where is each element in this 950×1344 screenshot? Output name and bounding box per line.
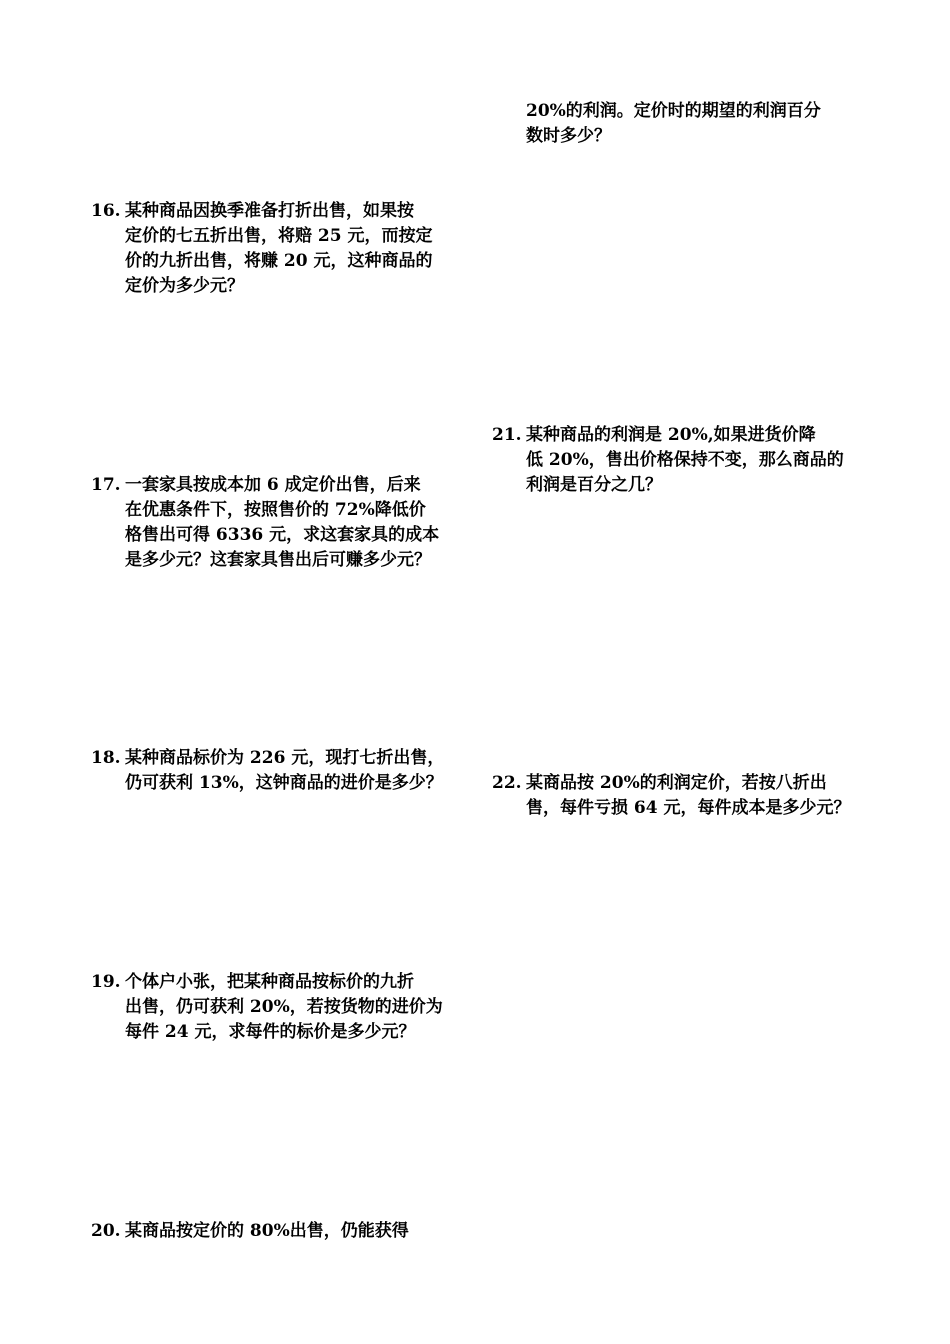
question-line: 每件 24 元，求每件的标价是多少元？: [125, 1022, 416, 1042]
question-text: [125, 1219, 409, 1244]
question-line: 定价的七五折出售，将赔 25 元，而按定: [125, 226, 433, 246]
question-line: 在优惠条件下，按照售价的 72%降低价: [125, 500, 426, 520]
question-text: [526, 99, 821, 149]
question-line: 出售，仍可获利 20%，若按货物的进价为: [125, 997, 443, 1017]
question-line: 价的九折出售，将赚 20 元，这种商品的: [125, 251, 433, 271]
question-line: 利润是百分之几？: [526, 475, 662, 495]
question-20: [91, 1219, 409, 1244]
question-number: 18.: [91, 748, 121, 768]
question-line: 某商品按 20%的利润定价，若按八折出: [526, 773, 827, 793]
question-18: [91, 746, 444, 796]
question-number: 22.: [492, 773, 522, 793]
question-line: 数时多少？: [526, 126, 611, 146]
question-22: [492, 771, 851, 821]
question-line: 售，每件亏损 64 元，每件成本是多少元？: [526, 798, 851, 818]
question-number: 19.: [91, 972, 121, 992]
question-text: [125, 746, 444, 796]
question-line: 定价为多少元？: [125, 276, 244, 296]
question-17: [91, 473, 439, 573]
question-16: [91, 199, 433, 299]
question-21: [492, 423, 844, 498]
question-line: 20%的利润。定价时的期望的利润百分: [526, 101, 821, 121]
question-number: 17.: [91, 475, 121, 495]
question-20-continued: [492, 99, 821, 149]
question-line: 某种商品标价为 226 元，现打七折出售，: [125, 748, 445, 768]
question-line: 某商品按定价的 80%出售，仍能获得: [125, 1221, 409, 1241]
question-line: 是多少元？这套家具售出后可赚多少元？: [125, 550, 431, 570]
question-line: 某种商品因换季准备打折出售，如果按: [125, 201, 414, 221]
question-text: [526, 771, 851, 821]
question-line: 低 20%，售出价格保持不变，那么商品的: [526, 450, 844, 470]
question-line: 一套家具按成本加 6 成定价出售，后来: [125, 475, 421, 495]
question-number: 21.: [492, 425, 522, 445]
question-text: [125, 473, 439, 573]
question-number: 20.: [91, 1221, 121, 1241]
question-text: [125, 199, 433, 299]
question-text: [526, 423, 844, 498]
question-line: 仍可获利 13%，这钟商品的进价是多少？: [125, 773, 443, 793]
question-number: 16.: [91, 201, 121, 221]
question-line: 某种商品的利润是 20%,如果进货价降: [526, 425, 816, 445]
question-text: [125, 970, 443, 1045]
question-line: 个体户小张，把某种商品按标价的九折: [125, 972, 414, 992]
question-19: [91, 970, 443, 1045]
question-line: 格售出可得 6336 元，求这套家具的成本: [125, 525, 440, 545]
